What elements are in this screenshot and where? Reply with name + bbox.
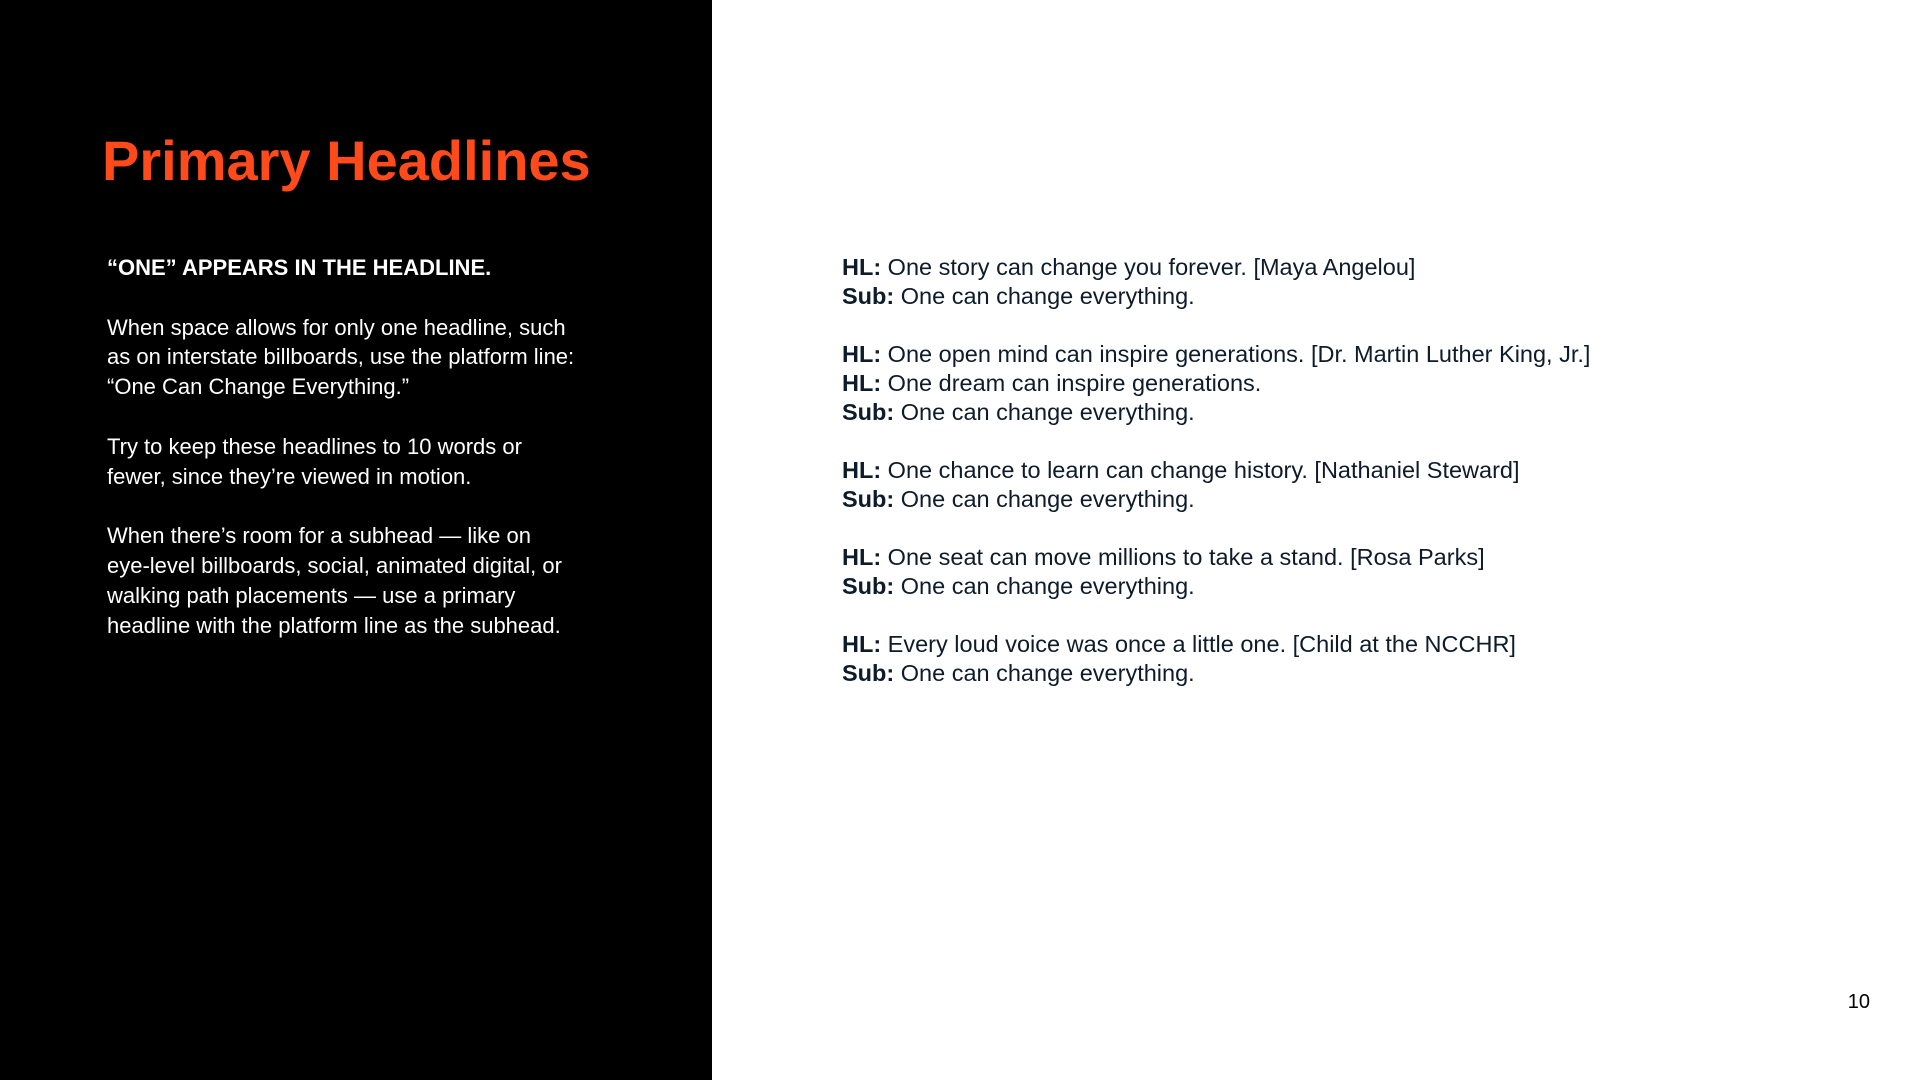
- line-tag: HL:: [842, 457, 882, 483]
- headline-examples: [842, 253, 1842, 717]
- line-tag: Sub:: [842, 486, 895, 512]
- headline-line: [842, 369, 1842, 398]
- line-text: One story can change you forever. [Maya Angelou]: [881, 254, 1416, 280]
- line-tag: HL:: [842, 341, 882, 367]
- line-text: One chance to learn can change history. [Nathaniel Steward]: [881, 457, 1520, 483]
- headline-group-4: [842, 543, 1842, 601]
- left-panel: [0, 0, 712, 1080]
- headline-group-5: [842, 630, 1842, 688]
- line-tag: Sub:: [842, 283, 895, 309]
- subhead-line: [842, 572, 1842, 601]
- body-paragraph-3: When there’s room for a subhead — like on eye-level billboards, social, animated digital, or walking path placements — use a primary headline with the platform line as the subhead.: [107, 523, 562, 638]
- kicker-heading: “ONE” APPEARS IN THE HEADLINE.: [107, 255, 492, 280]
- line-tag: Sub:: [842, 660, 895, 686]
- headline-line: [842, 630, 1842, 659]
- line-text: One can change everything.: [894, 399, 1195, 425]
- page-number: 10: [1847, 991, 1870, 1013]
- line-text: One open mind can inspire generations. [Dr. Martin Luther King, Jr.]: [881, 341, 1591, 367]
- body-paragraph-2: Try to keep these headlines to 10 words or fewer, since they’re viewed in motion.: [107, 433, 522, 489]
- line-text: One can change everything.: [894, 486, 1195, 512]
- line-tag: Sub:: [842, 573, 895, 599]
- line-text: One can change everything.: [894, 573, 1195, 599]
- headline-group-3: [842, 456, 1842, 514]
- line-text: One can change everything.: [894, 283, 1195, 309]
- headline-line: [842, 340, 1842, 369]
- headline-line: [842, 456, 1842, 485]
- left-body: [107, 253, 577, 670]
- headline-line: [842, 543, 1842, 572]
- line-text: One dream can inspire generations.: [881, 370, 1262, 396]
- headline-line: [842, 253, 1842, 282]
- line-tag: HL:: [842, 254, 882, 280]
- line-tag: Sub:: [842, 399, 895, 425]
- page-title: Primary Headlines: [102, 129, 591, 192]
- line-text: One can change everything.: [894, 660, 1195, 686]
- line-text: One seat can move millions to take a stand. [Rosa Parks]: [881, 544, 1485, 570]
- subhead-line: [842, 659, 1842, 688]
- line-tag: HL:: [842, 370, 882, 396]
- subhead-line: [842, 398, 1842, 427]
- subhead-line: [842, 485, 1842, 514]
- line-tag: HL:: [842, 631, 882, 657]
- headline-group-1: [842, 253, 1842, 311]
- line-tag: HL:: [842, 544, 882, 570]
- line-text: Every loud voice was once a little one. [Child at the NCCHR]: [881, 631, 1516, 657]
- body-paragraph-1: When space allows for only one headline, such as on interstate billboards, use the platform line: “One Can Change Everything.”: [107, 314, 575, 400]
- headline-group-2: [842, 340, 1842, 427]
- subhead-line: [842, 282, 1842, 311]
